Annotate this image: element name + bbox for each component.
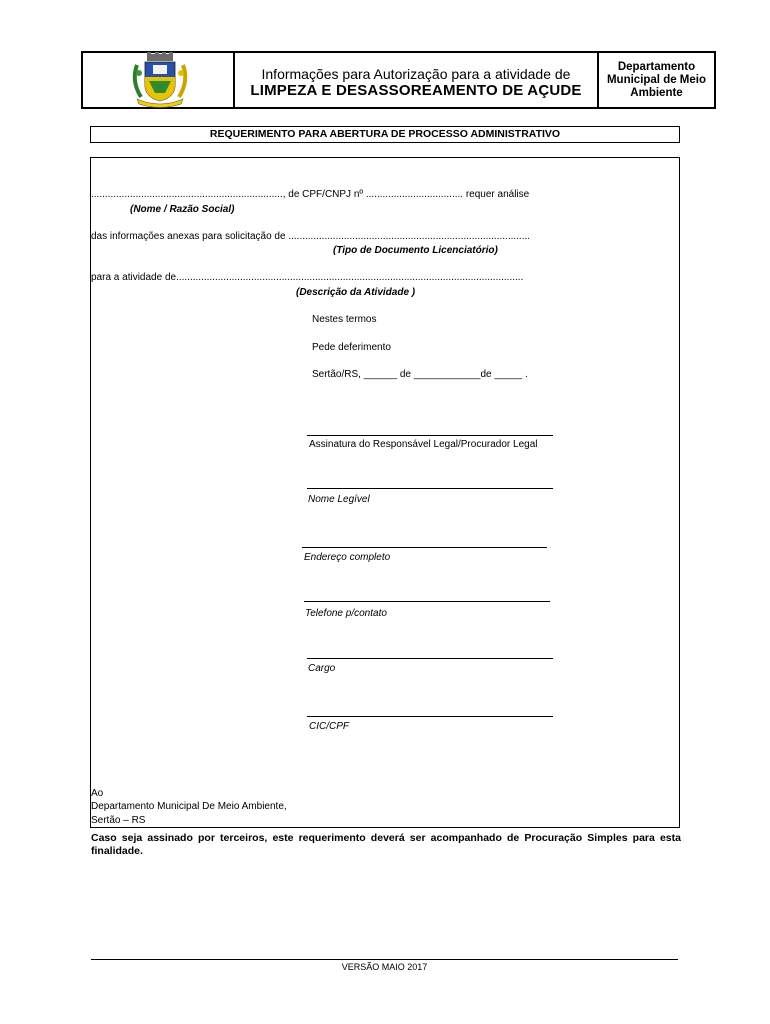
document-type-caption: (Tipo de Documento Licenciatório): [333, 245, 498, 256]
request-title: REQUERIMENTO PARA ABERTURA DE PROCESSO ADMINISTRATIVO: [90, 126, 680, 143]
header-table: [81, 51, 716, 109]
date-line[interactable]: Sertão/RS, ______ de ____________de _____ .: [312, 369, 528, 380]
addressee-to: Ao: [91, 788, 104, 799]
department-line-2: Municipal de Meio: [606, 74, 707, 86]
version-label: VERSÃO MAIO 2017: [341, 962, 428, 972]
logo-cell: [83, 53, 235, 107]
footer-divider: [91, 959, 678, 960]
cpf-label: CIC/CPF: [309, 721, 349, 732]
closing-terms: Nestes termos: [312, 314, 377, 325]
closing-request: Pede deferimento: [312, 342, 391, 353]
third-party-note: Caso seja assinado por terceiros, este requerimento deverá ser acompanhado de Procuração Simples para esta finalidade.: [91, 832, 681, 857]
cpf-line[interactable]: [307, 716, 553, 717]
municipal-coat-of-arms-icon: [125, 51, 195, 109]
header-title: LIMPEZA E DESASSOREAMENTO DE AÇUDE: [250, 82, 582, 99]
document-type-line[interactable]: das informações anexas para solicitação de .......................................................................................: [91, 231, 531, 242]
name-caption: (Nome / Razão Social): [130, 204, 235, 215]
name-line[interactable]: [307, 488, 553, 489]
phone-line[interactable]: [304, 601, 550, 602]
addressee-city: Sertão – RS: [91, 815, 146, 826]
activity-line[interactable]: para a atividade de.............................................................................................................................: [91, 272, 524, 283]
title-cell: [235, 53, 599, 107]
addressee-department: Departamento Municipal De Meio Ambiente,: [91, 801, 287, 812]
department-line-3: Ambiente: [630, 87, 683, 99]
signature-line[interactable]: [307, 435, 553, 436]
address-label: Endereço completo: [304, 552, 391, 563]
role-line[interactable]: [307, 658, 553, 659]
department-name: [599, 61, 714, 100]
department-line-1: Departamento: [617, 61, 696, 73]
department-cell: [599, 53, 714, 107]
name-label: Nome Legível: [308, 494, 370, 505]
activity-caption: (Descrição da Atividade ): [296, 287, 416, 298]
header-subtitle: Informações para Autorização para a atividade de: [261, 66, 571, 82]
role-label: Cargo: [308, 663, 336, 674]
signature-label: Assinatura do Responsável Legal/Procurador Legal: [309, 439, 538, 450]
address-line[interactable]: [302, 547, 547, 548]
form-box: [90, 157, 680, 828]
name-cpf-line[interactable]: ....................................................................., de CPF/CNPJ nº ................................... requer análise: [91, 189, 530, 200]
phone-label: Telefone p/contato: [305, 608, 387, 619]
